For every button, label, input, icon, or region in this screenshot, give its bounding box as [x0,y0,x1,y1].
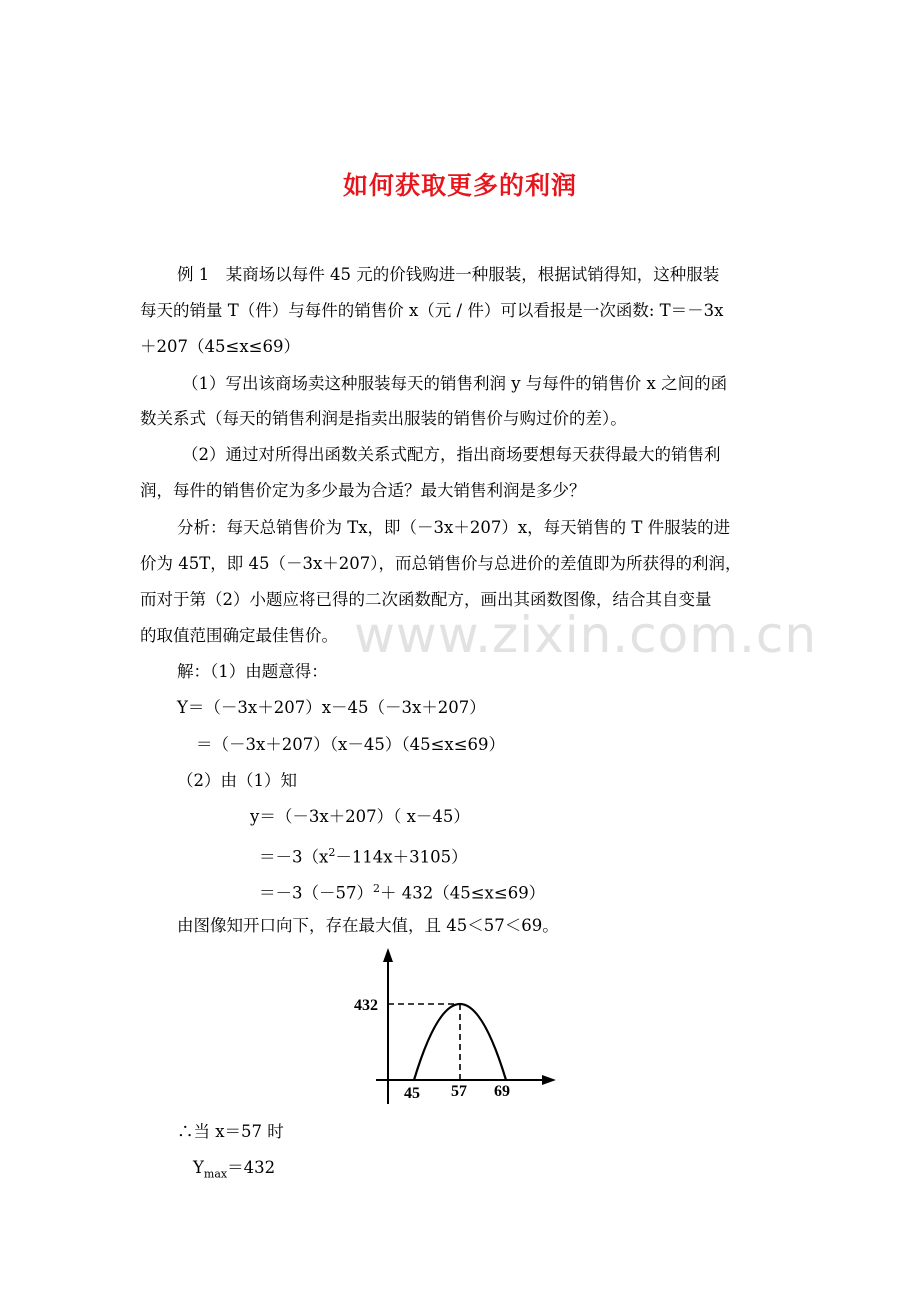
therefore-line: ∴当 x＝57 时 [177,1122,284,1141]
eq-2-end: －114x＋3105） [335,847,468,867]
analysis-line-3: 而对于第（2）小题应将已得的二次函数配方，画出其函数图像，结合其自变量 [140,590,712,609]
conclusion-line: 由图像知开口向下，存在最大值，且 45＜57＜69。 [177,916,559,935]
question-2-line-2: 润，每件的销售价定为多少最为合适？最大销售利润是多少？ [140,481,586,500]
max-subscript: max [203,1167,228,1181]
eq-3-start: ＝－3（－57） [259,883,373,903]
parabola-graph [352,946,572,1106]
analysis-line-1: 分析：每天总销售价为 Tx，即（－3x＋207）x，每天销售的 T 件服装的进 [177,518,731,537]
solution-eq-2: ＝（－3x＋207）（x－45）（45≤x≤69） [196,735,506,754]
analysis-line-2: 价为 45T，即 45（－3x＋207），而总销售价与总进价的差值即为所获得的利润， [140,554,742,573]
max-y: Y [193,1158,204,1177]
question-2-line-1: （2）通过对所得出函数关系式配方，指出商场要想每天获得最大的销售利 [182,445,721,464]
part-2-eq-1: y＝（－3x＋207）（ x－45） [250,807,470,826]
question-1-line-1: （1）写出该商场卖这种服装每天的销售利润 y 与每件的销售价 x 之间的函 [182,374,728,393]
x-axis-arrow-icon [542,1075,556,1085]
x-label-69: 69 [494,1083,510,1100]
page-title: 如何获取更多的利润 [342,171,577,200]
question-1-line-2: 数关系式（每天的销售利润是指卖出服装的销售价与购过价的差）。 [140,409,627,428]
exponent: 2 [328,846,336,859]
example-line-2: 每天的销量 T（件）与每件的销售价 x（元 / 件）可以看报是一次函数: T＝－3x [140,301,724,320]
part-2-eq-2 [259,843,468,868]
x-label-45: 45 [404,1085,420,1102]
max-value: ＝432 [227,1158,276,1177]
eq-2-start: ＝－3（x [259,847,329,867]
exponent: 2 [373,882,380,895]
example-line-3: ＋207（45≤x≤69） [140,337,300,356]
y-axis-arrow-icon [383,948,393,962]
analysis-line-4: 的取值范围确定最佳售价。 [140,626,338,645]
y-label-432: 432 [354,997,378,1014]
solution-eq-1: Y＝（－3x＋207）x－45（－3x＋207） [177,698,486,717]
x-label-57: 57 [451,1083,467,1100]
max-value-line [193,1158,275,1184]
solution-heading: 解：（1）由题意得： [177,662,328,681]
example-line-1: 例 1 某商场以每件 45 元的价钱购进一种服装，根据试销得知，这种服装 [177,265,720,284]
part-2-eq-3 [259,879,545,904]
eq-3-end: ＋ 432（45≤x≤69） [380,883,546,903]
part-2-heading: （2）由（1）知 [177,771,297,790]
watermark: www.zixin.com.cn [354,606,818,664]
